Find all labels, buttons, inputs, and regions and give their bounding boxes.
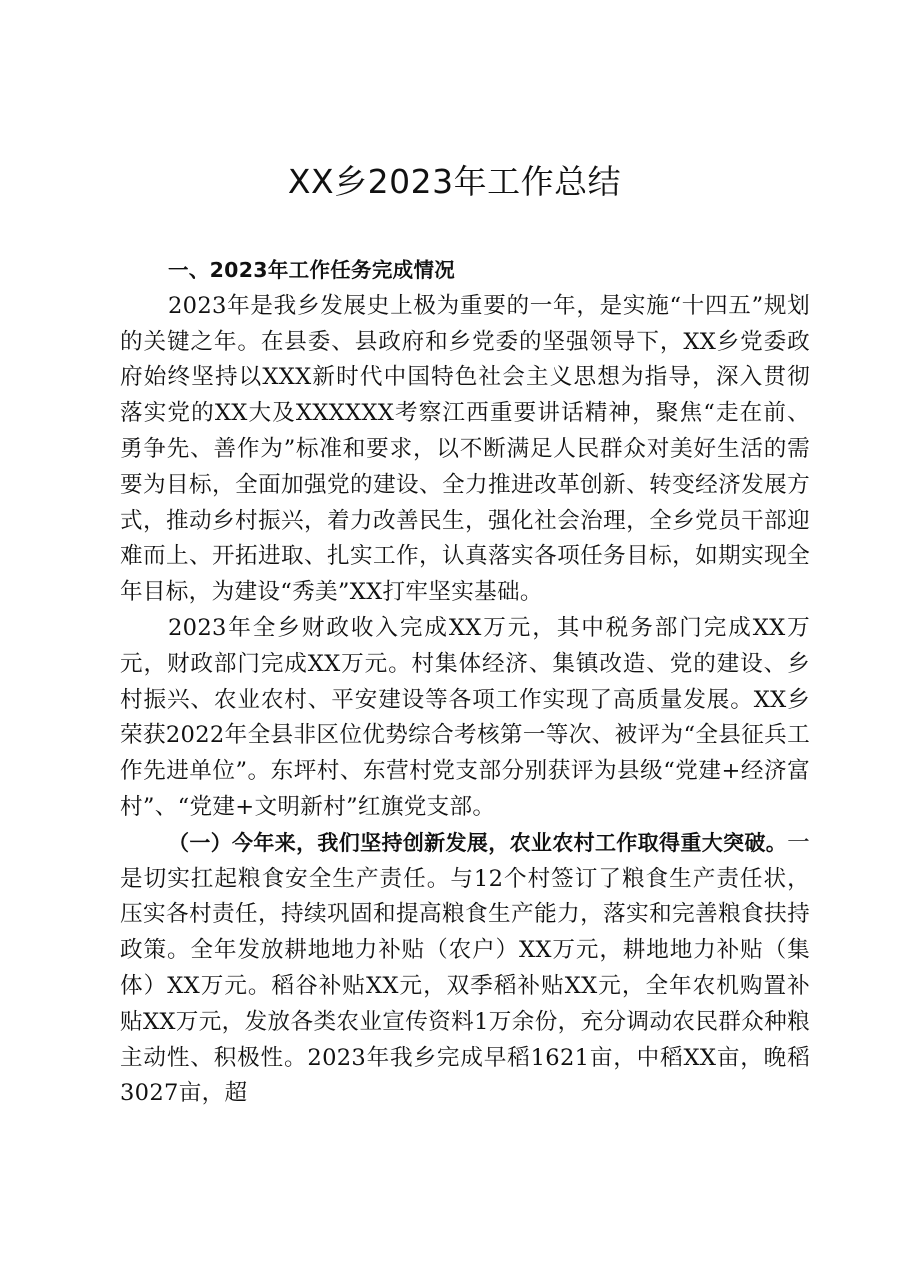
paragraph-agriculture <box>120 826 810 1112</box>
document-body <box>120 253 810 1112</box>
subsection-text: 一是切实扛起粮食安全生产责任。与12个村签订了粮食生产责任状，压实各村责任，持续巩固和提高粮食生产能力，落实和完善粮食扶持政策。全年发放耕地地力补贴（农户）XX万元，耕地地力补贴（集体）XX万元。稻谷补贴XX元，双季稻补贴XX元，全年农机购置补贴XX万元，发放各类农业宣传资料1万余份，充分调动农民群众种粮主动性、积极性。2023年我乡完成早稻1621亩，中稻XX亩，晚稻3027亩，超 <box>120 829 810 1107</box>
subsection-lead: （一）今年来，我们坚持创新发展，农业农村工作取得重大突破。 <box>168 830 788 855</box>
paragraph-finance: 2023年全乡财政收入完成XX万元，其中税务部门完成XX万元，财政部门完成XX万元。村集体经济、集镇改造、党的建设、乡村振兴、农业农村、平安建设等各项工作实现了高质量发展。XX乡荣获2022年全县非区位优势综合考核第一等次、被评为“全县征兵工作先进单位”。东坪村、东营村党支部分别获评为县级“党建+经济富村”、“党建+文明新村”红旗党支部。 <box>120 614 810 820</box>
paragraph-overview: 2023年是我乡发展史上极为重要的一年，是实施“十四五”规划的关键之年。在县委、县政府和乡党委的坚强领导下，XX乡党委政府始终坚持以XXX新时代中国特色社会主义思想为指导，深入贯彻落实党的XX大及XXXXXX考察江西重要讲话精神，聚焦“走在前、勇争先、善作为”标准和要求，以不断满足人民群众对美好生活的需要为目标，全面加强党的建设、全力推进改革创新、转变经济发展方式，推动乡村振兴，着力改善民生，强化社会治理，全乡党员干部迎难而上、开拓进取、扎实工作，认真落实各项任务目标，如期实现全年目标，为建设“秀美”XX打牢坚实基础。 <box>120 292 810 606</box>
document-title: XX乡2023年工作总结 <box>287 162 622 201</box>
section-heading: 一、2023年工作任务完成情况 <box>168 258 456 282</box>
